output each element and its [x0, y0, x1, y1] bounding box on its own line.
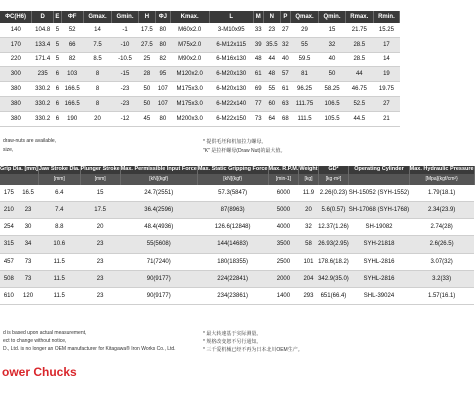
table-row: [0, 82, 400, 97]
table-cell: 12.37(1.26): [318, 219, 349, 236]
column-header: M: [253, 11, 263, 23]
table-cell: M60x2.0: [170, 23, 209, 37]
table-cell: M175x3.0: [170, 96, 209, 111]
table-cell: 24.7(2551): [120, 185, 197, 202]
table-cell: 105.5: [319, 111, 346, 126]
table-cell: 126.6(12848): [197, 219, 268, 236]
table-cell: 28.5: [345, 52, 373, 67]
table-cell: 23: [18, 201, 39, 218]
note-cn-line: "K" 是拉杆螺母(Draw Nut)的最大值。: [203, 148, 286, 154]
table-cell: -10.5: [112, 52, 139, 67]
table-cell: 69: [253, 82, 263, 97]
table-cell: 234(23861): [197, 287, 268, 304]
table-cell: 111.75: [290, 96, 319, 111]
unit-header: [mm]: [38, 174, 80, 185]
table-cell: 34: [18, 236, 39, 253]
table-cell: 16.5: [18, 185, 39, 202]
table-cell: 457: [0, 253, 18, 270]
table-cell: 87(8963): [197, 201, 268, 218]
table-cell: 71(7240): [120, 253, 197, 270]
table-cell: 68: [280, 111, 290, 126]
table-cell: 96.25: [290, 82, 319, 97]
table-cell: 6: [54, 96, 61, 111]
table-cell: SH-15052 (SYH-1552): [349, 185, 409, 202]
table-cell: 26.93(2.95): [318, 236, 349, 253]
table-cell: 11.5: [38, 287, 80, 304]
table-cell: 3500: [268, 236, 299, 253]
note-cn-line: * 规格改变恕不另行通知。: [203, 339, 262, 345]
specifications-table: [0, 166, 475, 305]
table-cell: 5: [54, 37, 61, 52]
table-cell: 15: [319, 23, 346, 37]
table-cell: SYHL-2816: [349, 253, 409, 270]
table-cell: 11.5: [38, 270, 80, 287]
table-cell: 82: [61, 52, 83, 67]
unit-header: [kg]: [299, 174, 318, 185]
note-en-line: ect to change without notice,: [3, 338, 67, 344]
table-cell: 6000: [268, 185, 299, 202]
table-cell: 40: [280, 52, 290, 67]
table-row: [0, 201, 474, 218]
table-cell: 235: [32, 67, 54, 82]
table-cell: 293: [299, 287, 318, 304]
table-cell: 6-M12x115: [209, 37, 253, 52]
table-cell: -23: [112, 82, 139, 97]
table-cell: 2.34(23.9): [409, 201, 474, 218]
table-cell: 5: [54, 52, 61, 67]
footer-banner: [0, 358, 400, 388]
dimensions-table-header: [0, 11, 400, 23]
table-cell: 8: [83, 96, 112, 111]
note-en-line: size,: [3, 147, 14, 153]
table-cell: 7.4: [38, 201, 80, 218]
table-cell: 19: [373, 67, 399, 82]
column-header: Operating Cylinder: [349, 166, 409, 174]
table-cell: 15.25: [373, 23, 399, 37]
column-header: Qmin.: [319, 11, 346, 23]
table-cell: 60: [263, 96, 280, 111]
note-cn-line: * 三千爱机械已经不再为日本北川OEM生产。: [203, 347, 303, 353]
table-cell: 23: [80, 253, 120, 270]
table-cell: 27.5: [138, 37, 155, 52]
table-cell: 44.5: [345, 111, 373, 126]
table-cell: 106.5: [319, 96, 346, 111]
table-cell: M90x2.0: [170, 52, 209, 67]
table-cell: 342.9(35.0): [318, 270, 349, 287]
table-cell: 133.4: [32, 37, 54, 52]
column-header: Qmax.: [290, 11, 319, 23]
table-row: [0, 287, 474, 304]
table-cell: 58: [299, 236, 318, 253]
column-header: L: [209, 11, 253, 23]
table-cell: 58.25: [319, 82, 346, 97]
table-cell: 111.5: [290, 111, 319, 126]
table-cell: 120: [18, 287, 39, 304]
table-cell: 46.75: [345, 82, 373, 97]
table-cell: 21.75: [345, 23, 373, 37]
footer-title: ower Chucks: [2, 365, 77, 379]
table-cell: 50: [138, 82, 155, 97]
table-cell: 104.8: [32, 23, 54, 37]
table-cell: 77: [253, 96, 263, 111]
column-header: P: [280, 11, 290, 23]
table-cell: -23: [112, 96, 139, 111]
table-cell: 80: [156, 37, 171, 52]
table-cell: 32: [319, 37, 346, 52]
table-row: [0, 185, 474, 202]
unit-header: [Mpa]{kgf/cm²}: [409, 174, 474, 185]
table-cell: 14: [83, 23, 112, 37]
note-cn-line: * 最大转速基于实际测量。: [203, 331, 262, 337]
table-cell: 330.2: [32, 82, 54, 97]
table-cell: 25: [138, 52, 155, 67]
note-cn-line: * 提供毛坯和机加拉力螺母。: [203, 139, 267, 145]
dimensions-table: [0, 11, 400, 127]
table-cell: 315: [0, 236, 18, 253]
table-cell: 39: [253, 37, 263, 52]
table-cell: 29: [290, 23, 319, 37]
table-cell: 61: [280, 82, 290, 97]
column-header: GD²: [318, 166, 349, 174]
table-cell: 330.2: [32, 111, 54, 126]
specifications-notes: [0, 328, 400, 352]
table-cell: 6-M20x130: [209, 82, 253, 97]
table-cell: 32: [280, 37, 290, 52]
table-cell: -10: [112, 37, 139, 52]
table-cell: 23: [80, 270, 120, 287]
table-cell: M200x3.0: [170, 111, 209, 126]
table-cell: 144(14683): [197, 236, 268, 253]
specifications-table-header: [0, 166, 474, 174]
table-cell: 40: [319, 52, 346, 67]
table-cell: 45: [138, 111, 155, 126]
table-cell: 6.4: [38, 185, 80, 202]
table-cell: -1: [112, 23, 139, 37]
table-cell: 610: [0, 287, 18, 304]
table-cell: 180(18355): [197, 253, 268, 270]
table-cell: 21: [373, 111, 399, 126]
table-cell: 8: [83, 82, 112, 97]
note-en-line: D., Ltd. is no longer an OEM manufacturer for Kitagawa® Iron Works Co., Ltd.: [3, 346, 176, 352]
table-cell: 3.07(32): [409, 253, 474, 270]
table-cell: 80: [156, 111, 171, 126]
table-cell: -12: [112, 111, 139, 126]
table-cell: 170: [0, 37, 32, 52]
column-header: ΦJ: [156, 11, 171, 23]
column-header: Max. Permissible Input Force: [120, 166, 197, 172]
column-header: N: [263, 11, 280, 23]
table-cell: 204: [299, 270, 318, 287]
table-cell: 17: [373, 37, 399, 52]
column-header: Max. R.P.M.: [268, 166, 299, 172]
table-row: [0, 52, 400, 67]
table-cell: 6: [54, 67, 61, 82]
table-cell: 103: [61, 67, 83, 82]
table-cell: 1.57(16.1): [409, 287, 474, 304]
specifications-table-body: [0, 185, 474, 305]
table-cell: 140: [0, 23, 32, 37]
table-cell: 55(5608): [120, 236, 197, 253]
table-cell: 171.4: [32, 52, 54, 67]
table-row: [0, 253, 474, 270]
table-cell: 4000: [268, 219, 299, 236]
table-cell: M120x2.0: [170, 67, 209, 82]
table-cell: 8.5: [83, 52, 112, 67]
table-cell: 90(9177): [120, 270, 197, 287]
table-cell: M175x3.0: [170, 82, 209, 97]
table-cell: 63: [280, 96, 290, 111]
column-header: Gmax.: [83, 11, 112, 23]
table-cell: 66: [61, 37, 83, 52]
table-cell: 6: [54, 111, 61, 126]
note-en-line: d is based upon actual measurement,: [3, 330, 87, 336]
table-cell: 44: [263, 52, 280, 67]
column-header: Max. Static Gripping Force: [197, 166, 268, 172]
dimensions-table-body: [0, 23, 400, 126]
table-cell: 55: [290, 37, 319, 52]
table-cell: 11.5: [38, 253, 80, 270]
table-cell: 35.5: [263, 37, 280, 52]
table-cell: 1400: [268, 287, 299, 304]
table-cell: 30: [18, 219, 39, 236]
table-cell: 380: [0, 82, 32, 97]
table-cell: 1.79(18.1): [409, 185, 474, 202]
column-header: H: [138, 11, 155, 23]
table-cell: 27: [280, 23, 290, 37]
table-cell: 48: [253, 52, 263, 67]
unit-header: [min-1]: [268, 174, 299, 185]
unit-header: [kN]{kgf}: [120, 174, 197, 185]
table-cell: 2000: [268, 270, 299, 287]
table-cell: 220: [0, 52, 32, 67]
table-cell: 3-M10x95: [209, 23, 253, 37]
table-cell: 7.5: [83, 37, 112, 52]
table-cell: -15: [112, 67, 139, 82]
table-cell: 14: [373, 52, 399, 67]
table-cell: 2.6(26.5): [409, 236, 474, 253]
column-header: Max. Hydraulic Pressure: [409, 166, 474, 172]
table-cell: 166.5: [61, 82, 83, 97]
dimensions-notes: [0, 134, 400, 162]
table-cell: 508: [0, 270, 18, 287]
unit-header: [0, 174, 38, 185]
table-row: [0, 270, 474, 287]
table-cell: 6-M22x140: [209, 96, 253, 111]
table-cell: 380: [0, 96, 32, 111]
table-cell: 20: [299, 201, 318, 218]
table-cell: 59.5: [290, 52, 319, 67]
table-cell: 50: [319, 67, 346, 82]
table-cell: 23: [80, 287, 120, 304]
table-cell: 254: [0, 219, 18, 236]
table-cell: 57: [280, 67, 290, 82]
column-header: Plunger Stroke: [80, 166, 120, 172]
table-cell: 57.3(5847): [197, 185, 268, 202]
table-cell: 73: [18, 253, 39, 270]
table-row: [0, 236, 474, 253]
table-cell: 28: [138, 67, 155, 82]
unit-header: [kN]{kgf}: [197, 174, 268, 185]
unit-header: [mm]: [80, 174, 120, 185]
column-header: Rmin.: [373, 11, 399, 23]
table-cell: 44: [345, 67, 373, 82]
table-row: [0, 67, 400, 82]
table-cell: 107: [156, 96, 171, 111]
table-cell: 330.2: [32, 96, 54, 111]
table-row: [0, 219, 474, 236]
table-cell: 6: [54, 82, 61, 97]
table-cell: 36.4(2596): [120, 201, 197, 218]
table-cell: 380: [0, 111, 32, 126]
column-header: Gmin.: [112, 11, 139, 23]
table-cell: SYH-21818: [349, 236, 409, 253]
table-cell: 73: [253, 111, 263, 126]
table-cell: 2.26(0.23): [318, 185, 349, 202]
table-cell: 11.9: [299, 185, 318, 202]
table-cell: SH-19082: [349, 219, 409, 236]
table-cell: 6-M22x150: [209, 111, 253, 126]
table-cell: 73: [18, 270, 39, 287]
table-cell: 52: [61, 23, 83, 37]
table-cell: 48.4(4936): [120, 219, 197, 236]
table-cell: 80: [156, 23, 171, 37]
table-cell: 64: [263, 111, 280, 126]
table-cell: SH-17068 (SYH-1768): [349, 201, 409, 218]
table-cell: 224(22841): [197, 270, 268, 287]
table-cell: 23: [80, 236, 120, 253]
table-cell: 32: [299, 219, 318, 236]
table-cell: 20: [80, 219, 120, 236]
table-cell: 107: [156, 82, 171, 97]
table-cell: 90(9177): [120, 287, 197, 304]
table-row: [0, 37, 400, 52]
table-cell: 10.6: [38, 236, 80, 253]
table-cell: 23: [263, 23, 280, 37]
table-cell: 101: [299, 253, 318, 270]
column-header: Rmax.: [345, 11, 373, 23]
table-cell: 28.5: [345, 37, 373, 52]
column-header: Kmax.: [170, 11, 209, 23]
table-cell: 8: [83, 67, 112, 82]
table-cell: 17.5: [80, 201, 120, 218]
table-cell: 300: [0, 67, 32, 82]
table-cell: 48: [263, 67, 280, 82]
table-cell: 5: [54, 23, 61, 37]
table-cell: 2500: [268, 253, 299, 270]
column-header: D: [32, 11, 54, 23]
table-row: [0, 23, 400, 37]
table-cell: 3.2(33): [409, 270, 474, 287]
column-header: ΦF: [61, 11, 83, 23]
table-cell: 2.74(28): [409, 219, 474, 236]
table-cell: 19.75: [373, 82, 399, 97]
table-cell: 55: [263, 82, 280, 97]
table-cell: 27: [373, 96, 399, 111]
table-row: [0, 96, 400, 111]
table-cell: 5000: [268, 201, 299, 218]
table-cell: 15: [80, 185, 120, 202]
table-cell: 178.6(18.2): [318, 253, 349, 270]
table-cell: 52.5: [345, 96, 373, 111]
table-cell: 175: [0, 185, 18, 202]
table-cell: 61: [253, 67, 263, 82]
table-cell: 50: [138, 96, 155, 111]
table-cell: 190: [61, 111, 83, 126]
table-cell: 17.5: [138, 23, 155, 37]
table-cell: 20: [83, 111, 112, 126]
table-cell: 6-M20x130: [209, 67, 253, 82]
table-cell: SHL-39024: [349, 287, 409, 304]
unit-header: [349, 174, 409, 185]
table-cell: 8.8: [38, 219, 80, 236]
column-header: Weight: [299, 166, 318, 172]
table-cell: SYHL-2816: [349, 270, 409, 287]
table-cell: 6-M16x130: [209, 52, 253, 67]
column-header: E: [54, 11, 61, 23]
table-cell: 82: [156, 52, 171, 67]
note-en-line: draw-nuts are available,: [3, 138, 57, 144]
table-cell: 210: [0, 201, 18, 218]
table-row: [0, 111, 400, 126]
specifications-table-units: [0, 174, 474, 185]
table-cell: 651(66.4): [318, 287, 349, 304]
unit-header: [kg·m²]: [318, 174, 349, 185]
top-strip: [0, 0, 400, 10]
table-cell: 166.5: [61, 96, 83, 111]
table-cell: 81: [290, 67, 319, 82]
table-cell: 5.6(0.57): [318, 201, 349, 218]
column-header: ΦC(H6): [0, 11, 32, 23]
column-header: Grip Dia. [mm]: [0, 166, 38, 172]
table-cell: M75x2.0: [170, 37, 209, 52]
column-header: Jaw Stroke Dia.: [38, 166, 80, 172]
table-cell: 95: [156, 67, 171, 82]
table-cell: 33: [253, 23, 263, 37]
